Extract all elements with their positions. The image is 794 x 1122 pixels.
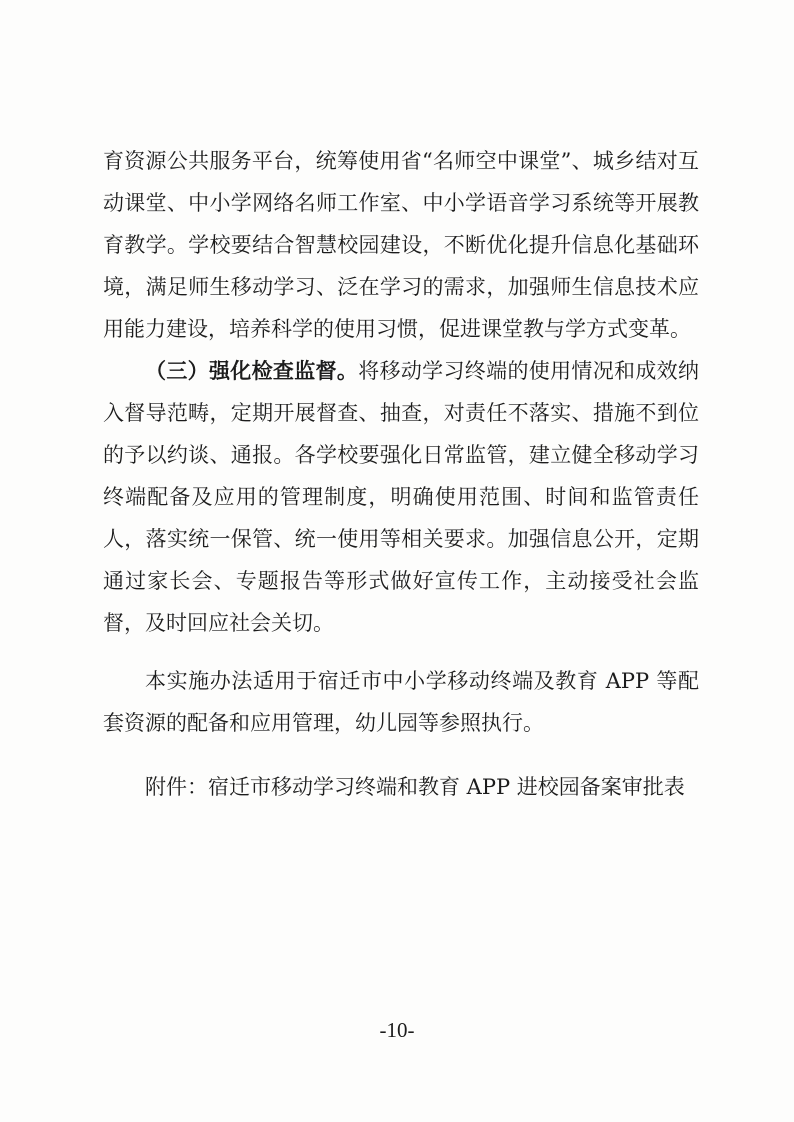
attachment-line: 附件：宿迁市移动学习终端和教育 APP 进校园备案审批表	[145, 775, 685, 799]
paragraph-inspection-supervision	[103, 350, 699, 644]
document-body	[103, 140, 699, 808]
paragraph-inspection-text: 将移动学习终端的使用情况和成效纳入督导范畴，定期开展督查、抽查，对责任不落实、措施不到位的予以约谈、通报。各学校要强化日常监管，建立健全移动学习终端配备及应用的管理制度，明确使用范围、时间和监管责任人，落实统一保管、统一使用等相关要求。加强信息公开，定期通过家长会、专题报告等形式做好宣传工作，主动接受社会监督，及时回应社会关切。	[103, 359, 700, 635]
paragraph-platform-usage: 育资源公共服务平台，统筹使用省“名师空中课堂”、城乡结对互动课堂、中小学网络名师工作室、中小学语音学习系统等开展教育教学。学校要结合智慧校园建设，不断优化提升信息化基础环境，满足师生移动学习、泛在学习的需求，加强师生信息技术应用能力建设，培养科学的使用习惯，促进课堂教与学方式变革。	[103, 149, 699, 341]
paragraph-scope: 本实施办法适用于宿迁市中小学移动终端及教育 APP 等配套资源的配备和应用管理，幼儿园等参照执行。	[103, 669, 699, 735]
section-heading-inspection: （三）强化检查监督。	[145, 359, 359, 383]
page-number: -10-	[379, 1018, 415, 1042]
